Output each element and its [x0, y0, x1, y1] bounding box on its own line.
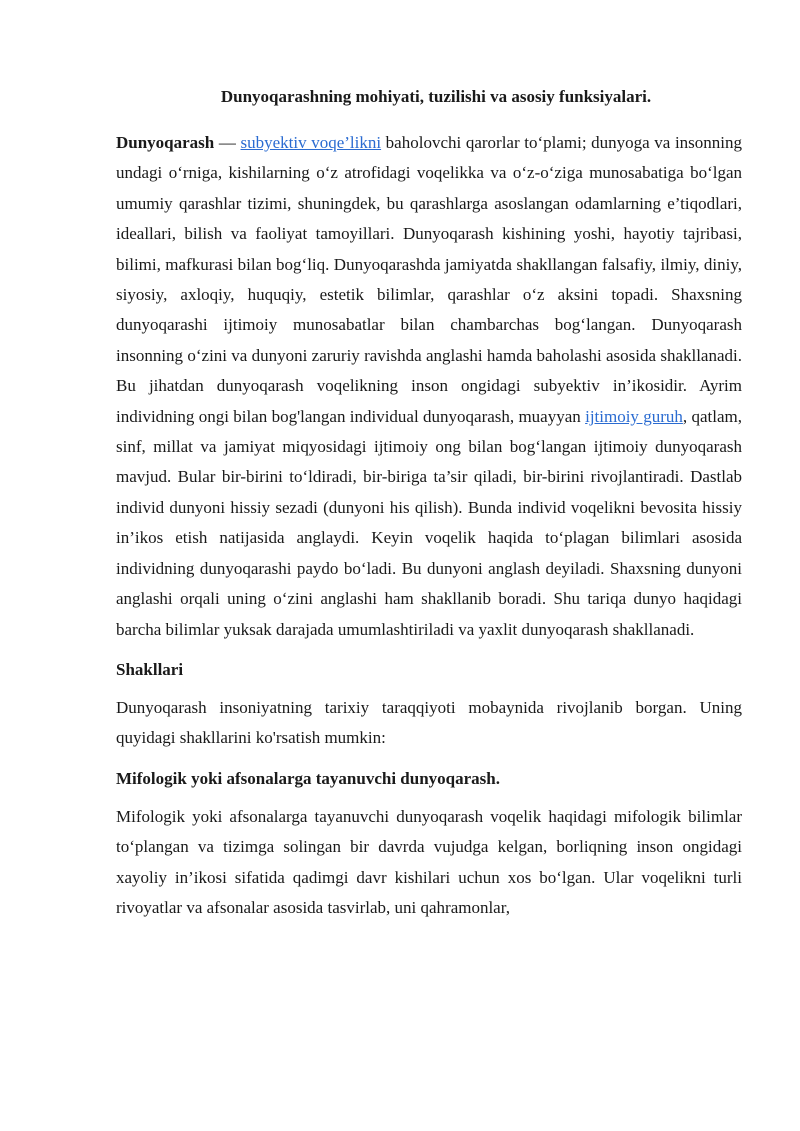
intro-text-1: baholovchi qarorlar to‘plami; dunyoga va insonning undagi o‘rniga, kishilarning o‘z atrofidagi voqelikka va o‘z-o‘ziga munosabatiga bo‘lgan umumiy qarashlar tizimi, shuningdek, bu qarashlarga asoslangan odamlarning e’tiqodlari, ideallari, bilish va faoliyat tamoyillari. Dunyoqarash kishining yoshi, hayotiy tajribasi, bilimi, mafkurasi bilan bog‘liq. Dunyoqarashda jamiyatda shakllangan falsafiy, ilmiy, diniy, siyosiy, axloqiy, huquqiy, estetik bilimlar, qarashlar o‘z aksini topadi. Shaxsning dunyoqarashi ijtimoiy munosabatlar bilan chambarchas bog‘langan. Dunyoqarash insonning o‘zini va dunyoni zaruriy ravishda anglashi hamda baholashi asosida shakllanadi. Bu jihatdan dunyoqarash voqelikning inson ongidagi subyektiv in’ikosidir. Ayrim individning ongi bilan bog'langan individual dunyoqarash, muayyan [116, 133, 743, 426]
page-title: Dunyoqarashning mohiyati, tuzilishi va asosiy funksiyalari. [220, 87, 652, 106]
forms-heading: Shakllari [116, 659, 184, 679]
intro-term: Dunyoqarash [116, 133, 215, 152]
intro-paragraph [116, 128, 742, 645]
mythological-heading: Mifologik yoki afsonalarga tayanuvchi dunyoqarash. [116, 768, 500, 788]
link-social-group[interactable]: ijtimoiy guruh [585, 406, 683, 426]
link-subjective-reality[interactable]: subyektiv voqe’likni [240, 133, 382, 152]
intro-dash: — [214, 133, 241, 152]
mythological-paragraph: Mifologik yoki afsonalarga tayanuvchi dunyoqarash voqelik haqidagi mifologik bilimlar to‘plangan va tizimga solingan bir davrda vujudga kelgan, borliqning inson ongidagi xayoliy in’ikosi sifatida qadimgi davr kishilari uchun xos bo‘lgan. Ular voqelikni turli rivoyatlar va afsonalar asosida tasvirlab, uni qahramonlar, [116, 806, 742, 917]
intro-text-2: , qatlam, sinf, millat va jamiyat miqyosidagi ijtimoiy ong bilan bog‘langan ijtimoiy dunyoqarash mavjud. Bular bir-birini to‘ldiradi, bir-biriga ta’sir qiladi, bir-birini rivojlantiradi. Dastlab individ dunyoni hissiy sezadi (dunyoni his qilish). Bunda individ voqelikni bevosita hissiy in’ikos etish natijasida anglaydi. Keyin voqelik haqida to‘plagan bilimlari asosida individning dunyoqarashi paydo bo‘ladi. Bu dunyoni anglash deyiladi. Shaxsning dunyoni anglashi orqali uning o‘zini anglashi ham shakllanib boradi. Shu tariqa dunyo haqidagi barcha bilimlar yuksak darajada umumlashtiriladi va yaxlit dunyoqarash shakllanadi. [116, 406, 743, 639]
forms-paragraph: Dunyoqarash insoniyatning tarixiy taraqqiyoti mobaynida rivojlanib borgan. Uning quyidagi shakllarini ko'rsatish mumkin: [116, 697, 742, 748]
